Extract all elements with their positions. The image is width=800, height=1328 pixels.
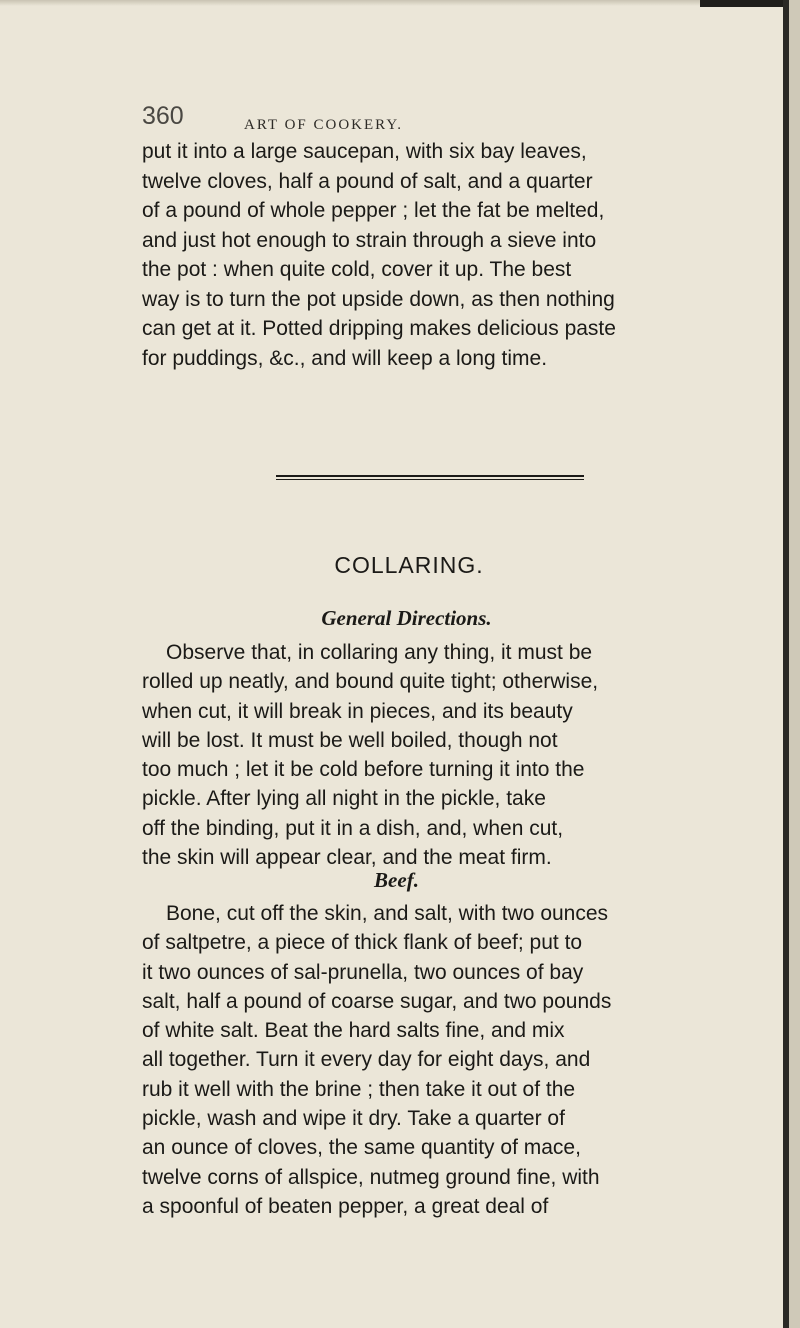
paragraph-line: Bone, cut off the skin, and salt, with two ounces [166,902,609,925]
page-corner-shadow [700,0,783,7]
paragraph-line: it two ounces of sal-prunella, two ounces of bay [142,960,584,984]
beef-heading: Beef. [374,868,419,892]
general-directions-paragraph [142,638,762,872]
paragraph-line: can get at it. Potted dripping makes delicious paste [142,317,616,340]
paragraph-line: for puddings, &c., and will keep a long time. [142,346,548,370]
paragraph-line: rolled up neatly, and bound quite tight; otherwise, [142,670,599,694]
paragraph-line: a spoonful of beaten pepper, a great deal of [142,1194,549,1218]
paragraph-line: put it into a large saucepan, with six bay leaves, [142,140,587,163]
paragraph-line: salt, half a pound of coarse sugar, and two pounds [142,989,612,1013]
paragraph-line: twelve cloves, half a pound of salt, and a quarter [142,169,593,193]
section-divider-rule [276,475,584,480]
section-title: COLLARING. [334,552,484,578]
paragraph-line: of a pound of whole pepper ; let the fat be melted, [142,199,605,222]
paragraph-line: all together. Turn it every day for eight days, and [142,1048,591,1072]
paragraph-line: rub it well with the brine ; then take it out of the [142,1077,576,1101]
page-number: 360 [142,102,184,130]
paragraph-line: Observe that, in collaring any thing, it must be [166,641,593,664]
beef-paragraph [142,899,762,1221]
page-top-edge [0,0,783,6]
continued-paragraph [142,137,757,373]
paragraph-line: of saltpetre, a piece of thick flank of beef; put to [142,931,583,955]
paragraph-line: the pot : when quite cold, cover it up. The best [142,258,572,281]
paragraph-line: the skin will appear clear, and the meat firm. [142,846,552,870]
paragraph-line: will be lost. It must be well boiled, though not [142,728,558,752]
running-head: ART OF COOKERY. [244,117,403,133]
paragraph-line: way is to turn the pot upside down, as then nothing [142,287,615,311]
paragraph-line: off the binding, put it in a dish, and, when cut, [142,816,564,840]
paragraph-line: of white salt. Beat the hard salts fine, and mix [142,1019,565,1043]
general-directions-heading: General Directions. [321,606,492,630]
adjacent-page-edge [789,0,800,1328]
paragraph-line: and just hot enough to strain through a sieve into [142,228,597,252]
paragraph-line: an ounce of cloves, the same quantity of mace, [142,1136,581,1160]
paragraph-line: pickle, wash and wipe it dry. Take a quarter of [142,1107,565,1131]
paragraph-line: pickle. After lying all night in the pickle, take [142,787,546,811]
paragraph-line: too much ; let it be cold before turning it into the [142,758,585,782]
paragraph-line: when cut, it will break in pieces, and its beauty [142,699,573,723]
paragraph-line: twelve corns of allspice, nutmeg ground fine, with [142,1165,600,1189]
